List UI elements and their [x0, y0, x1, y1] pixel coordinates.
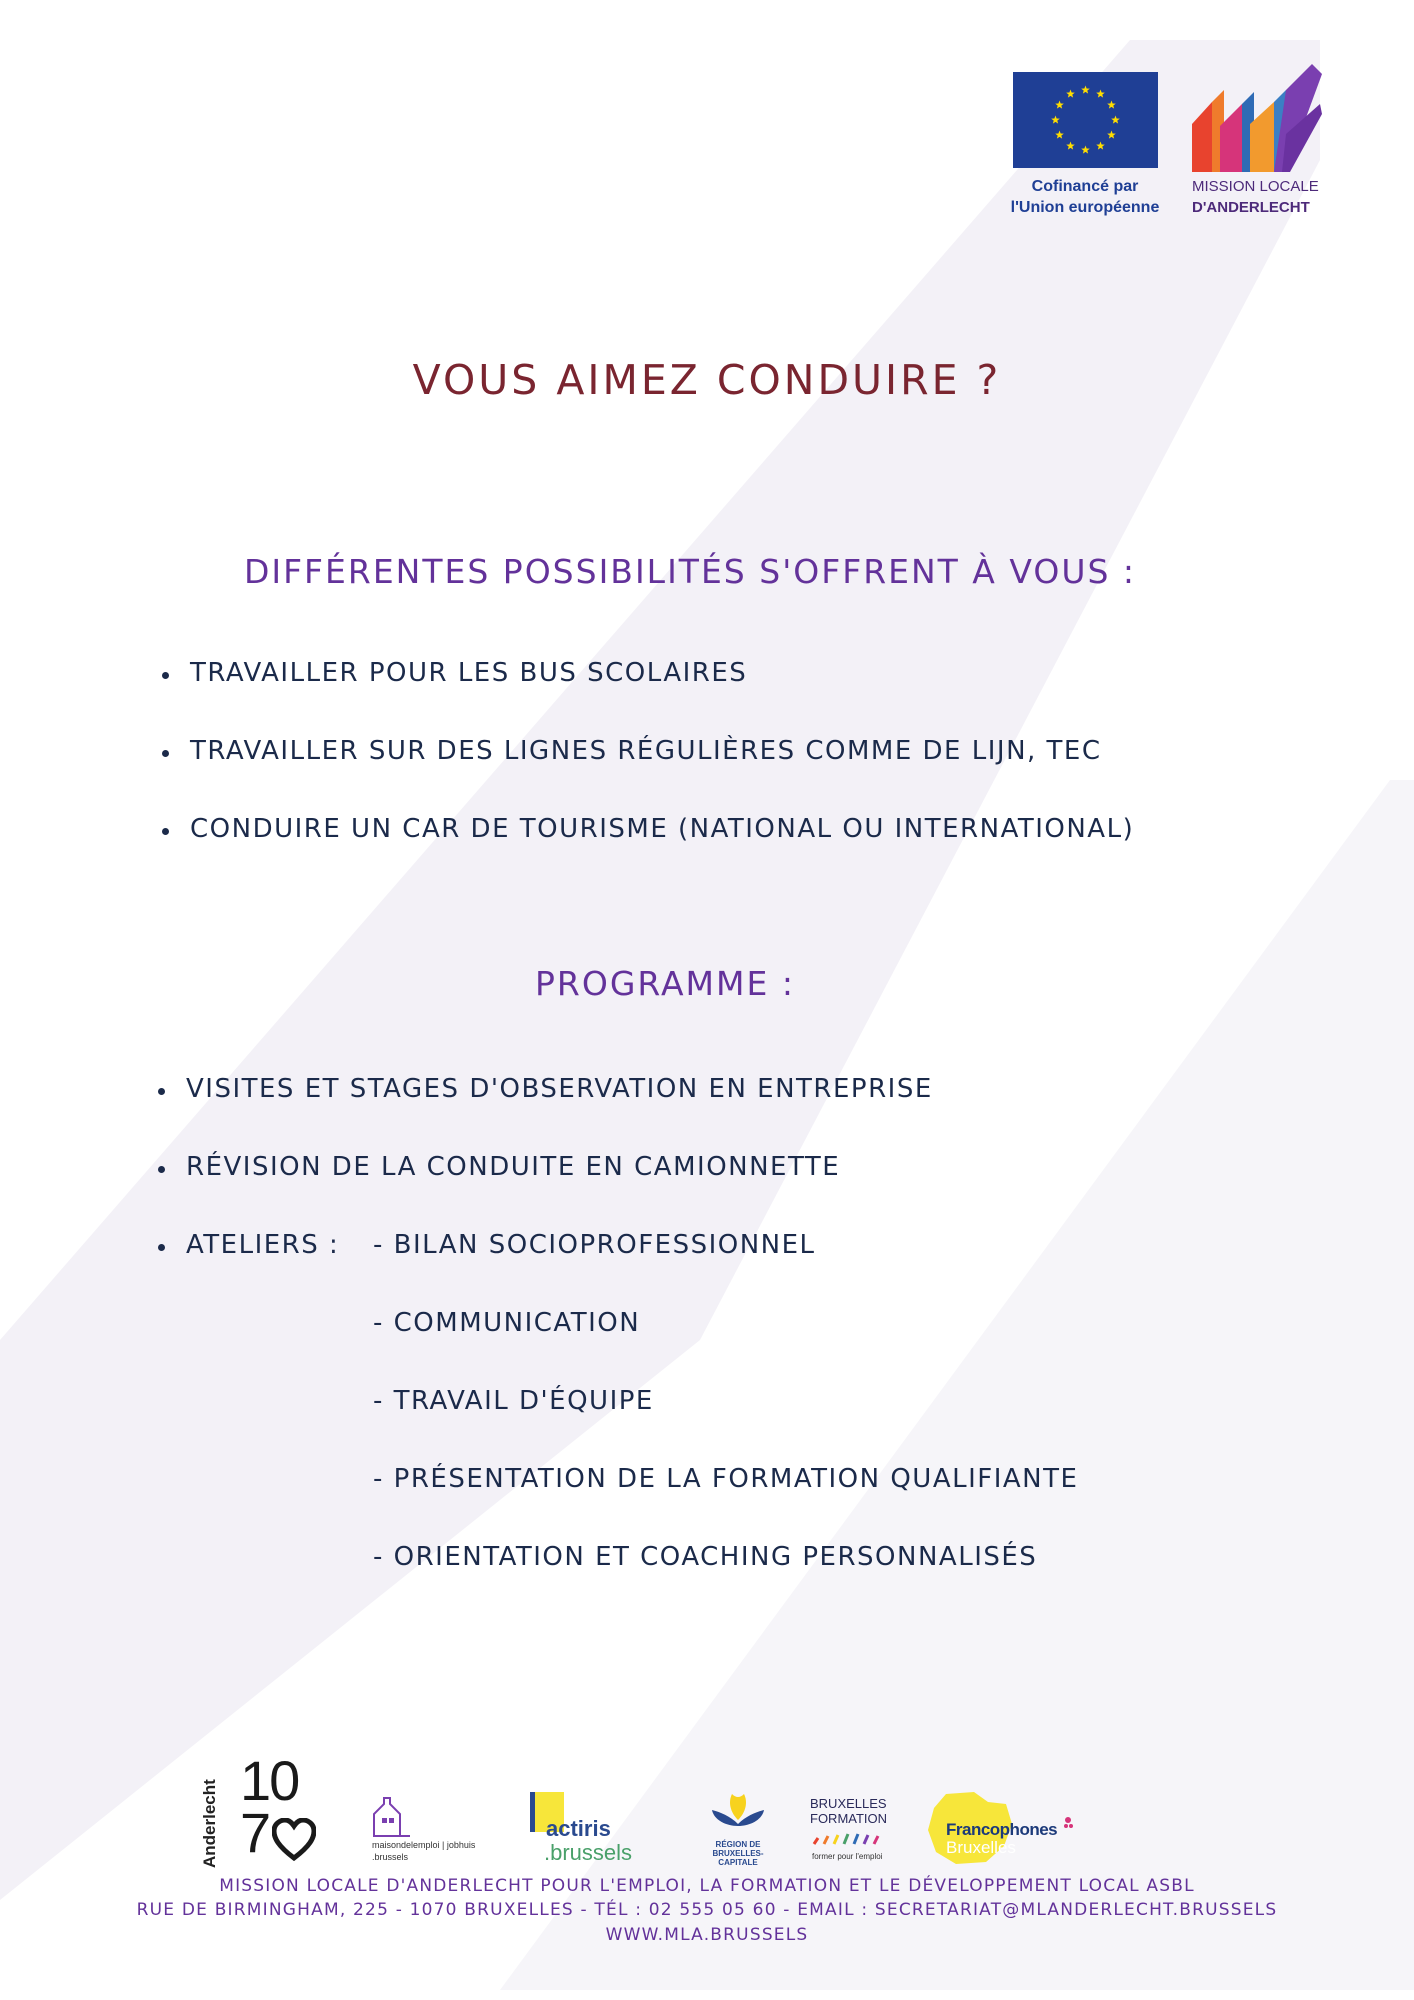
flower-icon — [1062, 1816, 1074, 1832]
ateliers-list — [373, 1230, 1078, 1620]
bullet-icon — [162, 672, 169, 679]
maison-emploi-logo — [368, 1796, 498, 1866]
eu-caption-line2: l'Union européenne — [1010, 199, 1160, 216]
region-bruxelles-logo — [700, 1790, 780, 1870]
bf-line1: BRUXELLES — [810, 1796, 887, 1811]
bullet-icon — [158, 1244, 165, 1251]
region-line2: BRUXELLES- — [712, 1849, 764, 1858]
actiris-logo — [520, 1790, 670, 1870]
footer-line2: RUE DE BIRMINGHAM, 225 - 1070 BRUXELLES - TÉL : 02 555 05 60 - EMAIL : SECRETARIAT@MLANDERLECHT.BRUSSELS — [136, 1900, 1278, 1920]
actiris-line1: actiris — [546, 1816, 611, 1841]
footer-line1: MISSION LOCALE D'ANDERLECHT POUR L'EMPLOI, LA FORMATION ET LE DÉVELOPPEMENT LOCAL ASBL — [219, 1876, 1195, 1896]
mission-locale-logo — [1190, 64, 1324, 174]
bullet-icon — [162, 828, 169, 835]
bullet-icon — [158, 1088, 165, 1095]
anderlecht-number-bottom: 7 — [240, 1801, 270, 1864]
meb-line1: maisondelemploi | jobhuis — [372, 1840, 476, 1850]
footer-website-link[interactable]: WWW.MLA.BRUSSELS — [605, 1925, 809, 1945]
colored-strokes-icon — [810, 1830, 894, 1848]
list-item — [186, 1152, 933, 1230]
fb-line2: Bruxelles — [946, 1838, 1016, 1857]
region-text — [700, 1840, 776, 1867]
page-title: VOUS AIMEZ CONDUIRE ? — [412, 356, 1002, 404]
list-item-text: VISITES ET STAGES D'OBSERVATION EN ENTREPRISE — [186, 1074, 933, 1104]
list-item — [190, 658, 1134, 736]
mla-caption-line2: D'ANDERLECHT — [1192, 199, 1310, 216]
mission-locale-caption — [1192, 176, 1342, 218]
eu-caption — [990, 176, 1180, 218]
fb-line1: Francophones — [946, 1820, 1058, 1839]
possibilities-list — [190, 658, 1134, 892]
anderlecht-1070-logo — [200, 1749, 320, 1870]
atelier-item: - TRAVAIL D'ÉQUIPE — [373, 1386, 654, 1416]
eu-caption-line1: Cofinancé par — [1031, 178, 1139, 195]
meb-line2: .brussels — [372, 1852, 409, 1862]
bf-sub: former pour l'emploi — [812, 1852, 883, 1861]
atelier-item: - COMMUNICATION — [373, 1308, 641, 1338]
bf-title — [810, 1796, 887, 1826]
region-line3: CAPITALE — [718, 1858, 758, 1867]
house-icon — [372, 1796, 412, 1838]
list-item-text: CONDUIRE UN CAR DE TOURISME (NATIONAL OU INTERNATIONAL) — [190, 814, 1135, 844]
bf-line2: FORMATION — [810, 1811, 888, 1826]
mla-caption-line1: MISSION LOCALE — [1192, 178, 1319, 195]
list-item — [186, 1074, 933, 1152]
heart-icon — [272, 1818, 316, 1862]
atelier-item: - PRÉSENTATION DE LA FORMATION QUALIFIANTE — [373, 1464, 1079, 1494]
list-item-text: ATELIERS : — [186, 1230, 340, 1260]
eu-flag-logo — [1013, 72, 1158, 168]
actiris-line2: .brussels — [544, 1840, 633, 1865]
anderlecht-vertical-text: Anderlecht — [200, 1779, 219, 1868]
atelier-item: - BILAN SOCIOPROFESSIONNEL — [373, 1230, 816, 1260]
possibilities-heading: DIFFÉRENTES POSSIBILITÉS S'OFFRENT À VOUS : — [243, 552, 1137, 591]
bullet-icon — [158, 1166, 165, 1173]
region-line1: RÉGION DE — [715, 1840, 761, 1849]
list-item — [190, 814, 1134, 892]
anderlecht-number-top: 10 — [240, 1749, 299, 1812]
bruxelles-formation-logo — [808, 1796, 898, 1866]
list-item-text: TRAVAILLER SUR DES LIGNES RÉGULIÈRES COMME DE LIJN, TEC — [190, 736, 1102, 766]
list-item — [190, 736, 1134, 814]
francophones-bruxelles-logo — [916, 1786, 1076, 1870]
iris-icon — [708, 1790, 768, 1838]
programme-heading: PROGRAMME : — [535, 964, 795, 1003]
list-item-text: RÉVISION DE LA CONDUITE EN CAMIONNETTE — [186, 1152, 841, 1182]
atelier-item: - ORIENTATION ET COACHING PERSONNALISÉS — [373, 1542, 1038, 1572]
list-item-text: TRAVAILLER POUR LES BUS SCOLAIRES — [190, 658, 748, 688]
bullet-icon — [162, 750, 169, 757]
